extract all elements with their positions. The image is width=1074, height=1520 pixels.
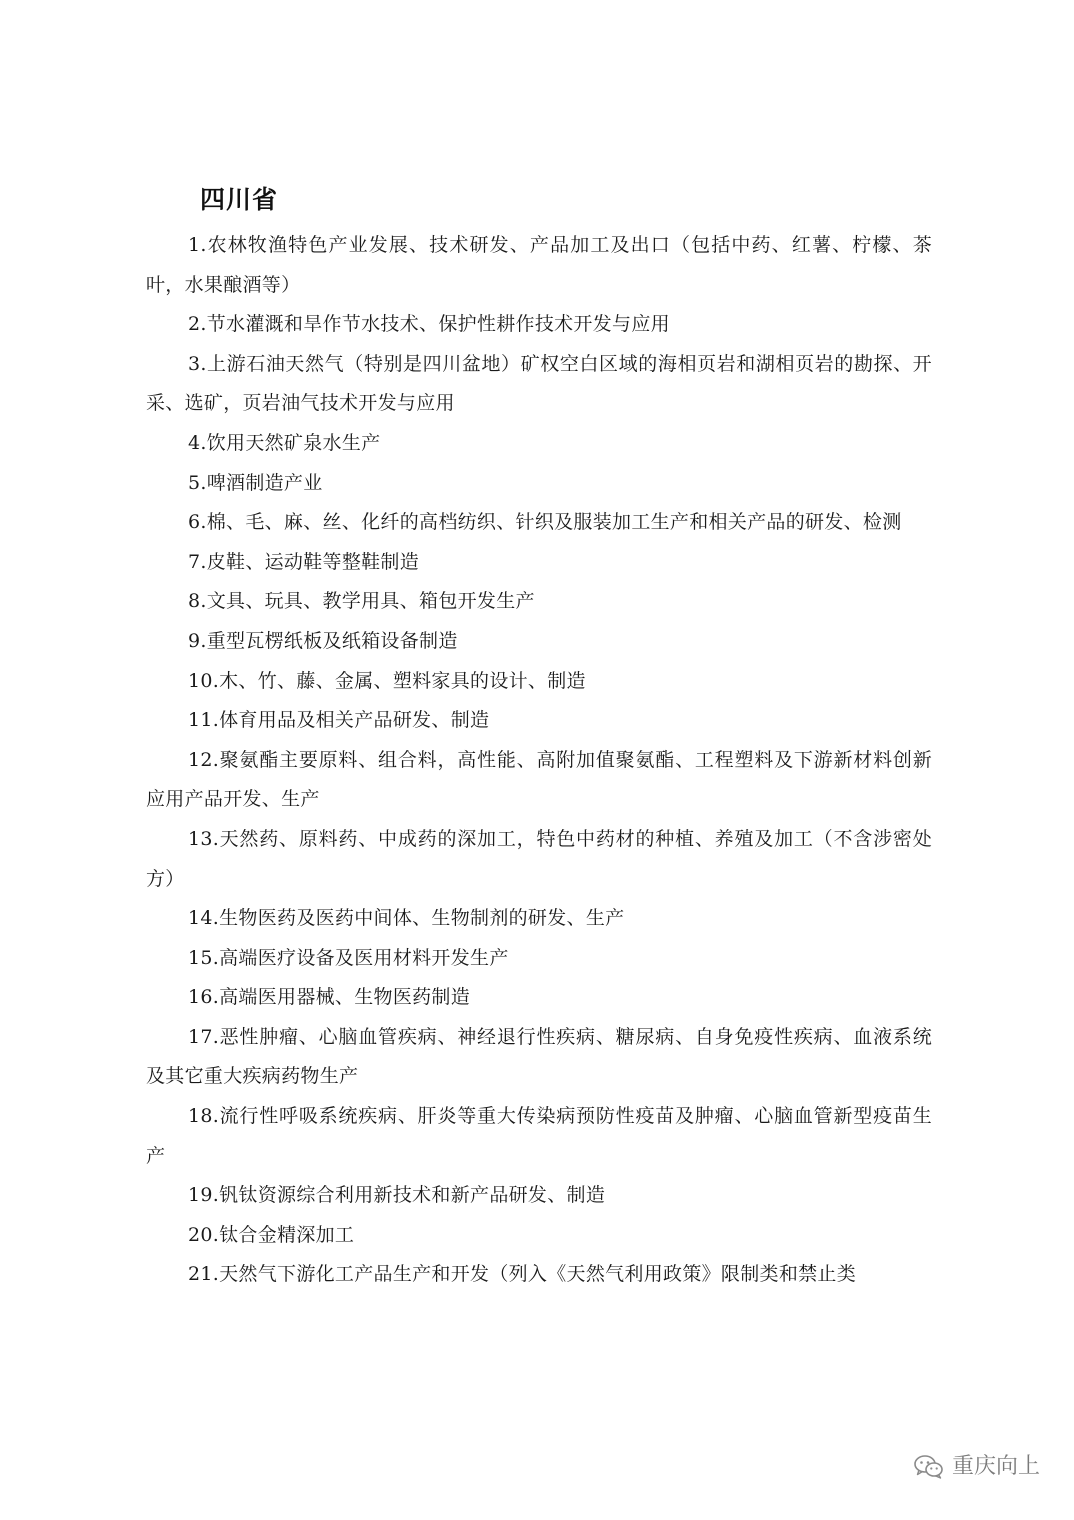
- list-item: 20.钛合金精深加工: [188, 1223, 355, 1246]
- list-item: 6.棉、毛、麻、丝、化纤的高档纺织、针织及服装加工生产和相关产品的研发、检测: [188, 511, 902, 534]
- list-item: 1.农林牧渔特色产业发展、技术研发、产品加工及出口（包括中药、红薯、柠檬、茶叶，水果酿酒等）: [146, 234, 932, 296]
- list-item: 19.钒钛资源综合利用新技术和新产品研发、制造: [188, 1184, 606, 1207]
- watermark-label: 重庆向上: [951, 1454, 1040, 1479]
- list-item: 16.高端医用器械、生物医药制造: [188, 986, 471, 1009]
- watermark: [914, 1452, 1040, 1482]
- wechat-icon: [914, 1454, 944, 1480]
- list-item: 7.皮鞋、运动鞋等整鞋制造: [188, 550, 420, 573]
- list-item: 5.啤酒制造产业: [188, 471, 323, 494]
- list-item: 2.节水灌溉和旱作节水技术、保护性耕作技术开发与应用: [188, 313, 670, 336]
- list-item: 11.体育用品及相关产品研发、制造: [188, 709, 490, 732]
- list-item: 14.生物医药及医药中间体、生物制剂的研发、生产: [188, 907, 625, 930]
- list-item: 18.流行性呼吸系统疾病、肝炎等重大传染病预防性疫苗及肿瘤、心脑血管新型疫苗生产: [146, 1105, 932, 1167]
- industry-list: [146, 226, 932, 1295]
- list-item: 4.饮用天然矿泉水生产: [188, 431, 381, 454]
- list-item: 9.重型瓦楞纸板及纸箱设备制造: [188, 629, 458, 652]
- list-item: 13.天然药、原料药、中成药的深加工，特色中药材的种植、养殖及加工（不含涉密处方）: [146, 827, 932, 890]
- list-item: 3.上游石油天然气（特别是四川盆地）矿权空白区域的海相页岩和湖相页岩的勘探、开采、选矿，页岩油气技术开发与应用: [146, 352, 932, 415]
- section-heading: 四川省: [200, 185, 279, 214]
- list-item: 12.聚氨酯主要原料、组合料，高性能、高附加值聚氨酯、工程塑料及下游新材料创新应用产品开发、生产: [146, 748, 932, 811]
- list-item: 10.木、竹、藤、金属、塑料家具的设计、制造: [188, 669, 586, 692]
- list-item: 17.恶性肿瘤、心脑血管疾病、神经退行性疾病、糖尿病、自身免疫性疾病、血液系统及其它重大疾病药物生产: [146, 1025, 932, 1088]
- list-item: 15.高端医疗设备及医用材料开发生产: [188, 946, 509, 969]
- list-item: 8.文具、玩具、教学用具、箱包开发生产: [188, 590, 535, 613]
- list-item: 21.天然气下游化工产品生产和开发（列入《天然气利用政策》限制类和禁止类: [188, 1263, 857, 1286]
